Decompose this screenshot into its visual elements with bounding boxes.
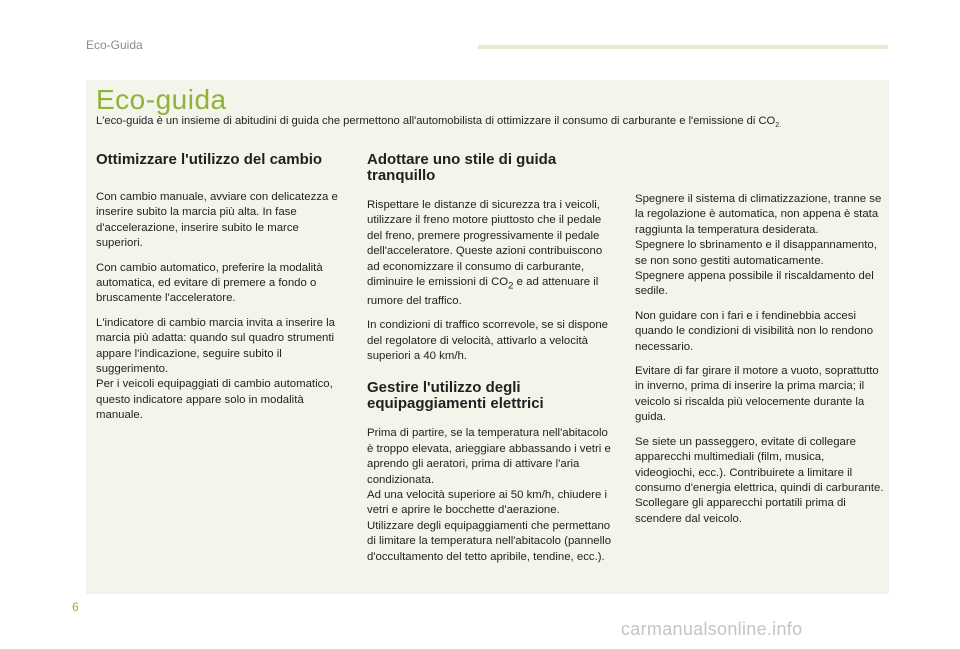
paragraph-cruise-control: In condizioni di traffico scorrevole, se si dispone del regolatore di velocità, attivarlo a velocità superiori a 40 km/h.	[367, 319, 609, 362]
page-title: Eco-guida	[96, 84, 227, 115]
heading-gearbox: Ottimizzare l'utilizzo del cambio	[96, 151, 323, 168]
paragraph-manual-gearbox: Con cambio manuale, avviare con delicatezza e inserire subito la marcia più alta. In fase d'accelerazione, inserire subito le marce superiori.	[96, 191, 338, 250]
co2-subscript: 2	[508, 280, 514, 292]
intro-text	[96, 115, 876, 129]
paragraph-gear-indicator	[96, 316, 346, 424]
ventilation-text-3: Utilizzare degli equipaggiamenti che permettano di limitare la temperatura nell'abitacolo (pannello d'occultamento del tetto apribile, tendine, ecc.).	[367, 519, 612, 563]
paragraph-automatic-gearbox: Con cambio automatico, preferire la modalità automatica, ed evitare di premere a fondo o bruscamente l'acceleratore.	[96, 261, 323, 305]
ventilation-text-1: Prima di partire, se la temperatura nell'abitacolo è troppo elevata, arieggiare abbassando i vetri e aprendo gli aeratori, prima di attivare l'aria condizionata.	[367, 427, 611, 486]
heading-electrical-equipment: Gestire l'utilizzo degli equipaggiamenti elettrici	[367, 379, 544, 413]
page-number: 6	[72, 600, 79, 614]
multimedia-text-2: Scollegare gli apparecchi portatili prima di scendere dal veicolo.	[635, 497, 846, 525]
paragraph-multimedia	[635, 435, 885, 527]
gear-indicator-note: Per i veicoli equipaggiati di cambio automatico, questo indicatore appare solo in modalità manuale.	[96, 378, 333, 422]
gear-indicator-text: L'indicatore di cambio marcia invita a inserire la marcia più adatta: quando sul quadro strumenti appare l'indicazione, seguire subito il suggerimento.	[96, 316, 335, 376]
intro-main: L'eco-guida è un insieme di abitudini di guida che permettono all'automobilista di ottimizzare il consumo di carburante e l'emissione di CO	[96, 115, 776, 127]
climate-text-1: Spegnere il sistema di climatizzazione, tranne se la regolazione è automatica, non appena è stata raggiunta la temperatura desiderata.	[635, 193, 882, 236]
ventilation-text-2: Ad una velocità superiore ai 50 km/h, chiudere i vetri e aprire le bocchette d'aerazione.	[367, 488, 607, 517]
paragraph-climate-control	[635, 192, 885, 300]
multimedia-text-1: Se siete un passeggero, evitate di collegare apparecchi multimediali (film, musica, videogiochi, ecc.). Contribuirete a limitare il consumo d'energia elettrica, quindi di carburante.	[635, 435, 884, 494]
paragraph-ventilation	[367, 426, 617, 565]
safe-distance-text: Rispettare le distanze di sicurezza tra i veicoli, utilizzare il freno motore piuttosto che il pedale del freno, premere progressivamente il pedale dell'acceleratore. Queste azioni contribuiscono ad economizzare il consumo di carburante, diminuire le emissioni di CO	[367, 199, 603, 289]
column-gearbox	[96, 152, 346, 433]
column-electrical-tips	[635, 192, 885, 536]
climate-text-2: Spegnere lo sbrinamento e il disappannamento, se non sono gestiti automaticamente.	[635, 239, 877, 267]
header-rule	[478, 45, 888, 49]
paragraph-idling: Evitare di far girare il motore a vuoto, soprattutto in inverno, prima di inserire la prima marcia; il veicolo si riscalda più velocemente durante la guida.	[635, 365, 879, 424]
intro-subscript: 2.	[775, 122, 782, 130]
safe-distance-tail: e ad attenuare il rumore del traffico.	[367, 276, 599, 307]
paragraph-safe-distance	[367, 198, 617, 309]
column-driving-style	[367, 152, 617, 565]
paragraph-lights: Non guidare con i fari e i fendinebbia accesi quando le condizioni di visibilità non lo rendono necessario.	[635, 309, 874, 353]
watermark: carmanualsonline.info	[621, 619, 803, 639]
section-label: Eco-Guida	[86, 38, 143, 52]
heading-driving-style: Adottare uno stile di guida tranquillo	[367, 151, 557, 184]
climate-text-3: Spegnere appena possibile il riscaldamento del sedile.	[635, 270, 874, 298]
